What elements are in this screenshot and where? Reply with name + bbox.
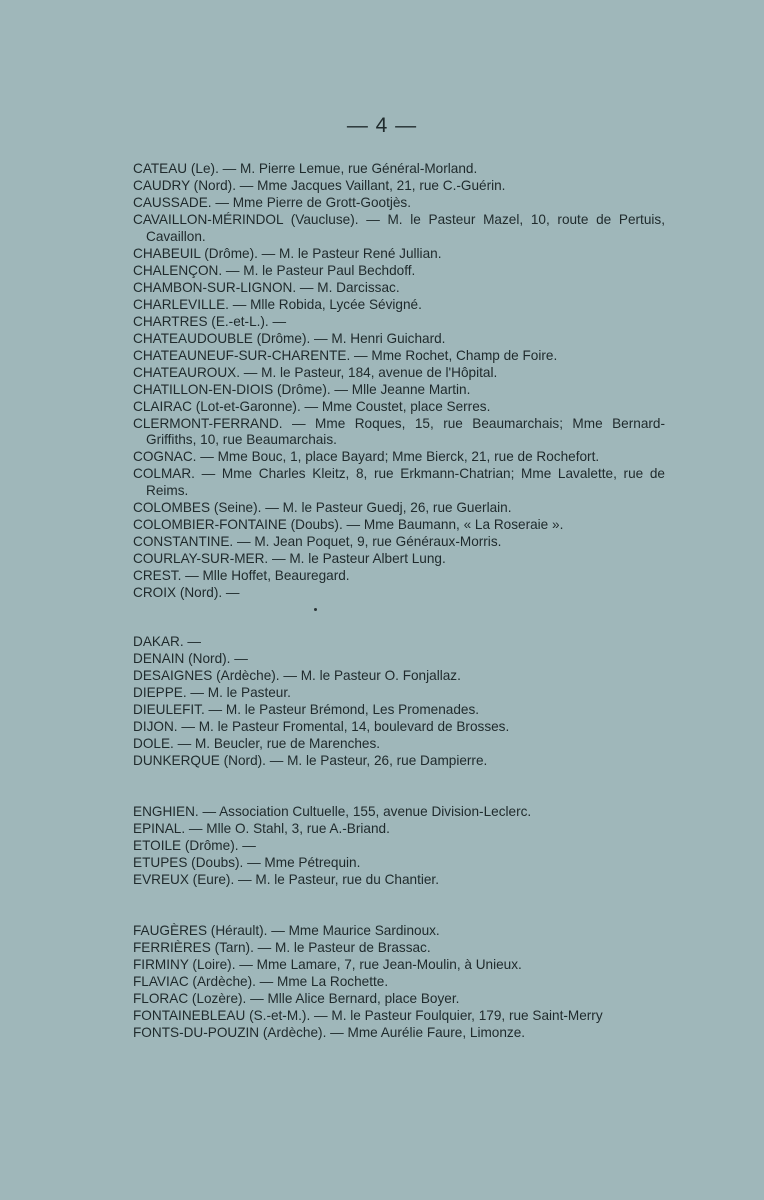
entry: DUNKERQUE (Nord). — M. le Pasteur, 26, rue Dampierre. [133, 752, 488, 768]
entry: DENAIN (Nord). — [133, 650, 248, 666]
entry: FLAVIAC (Ardèche). — Mme La Rochette. [133, 973, 389, 989]
entry: CHATEAUROUX. — M. le Pasteur, 184, avenue de l'Hôpital. [133, 364, 498, 380]
entry: DOLE. — M. Beucler, rue de Marenches. [133, 735, 381, 751]
entry: ETOILE (Drôme). — [133, 837, 256, 853]
entry: CAUDRY (Nord). — Mme Jacques Vaillant, 21, rue C.-Guérin. [133, 178, 506, 193]
entry: CHAMBON-SUR-LIGNON. — M. Darcissac. [133, 279, 400, 295]
entry: FAUGÈRES (Hérault). — Mme Maurice Sardinoux. [133, 922, 440, 938]
entry: CAVAILLON-MÉRINDOL (Vaucluse). — M. le Pasteur Mazel, 10, route de Pertuis, Cavaillon. [133, 212, 665, 244]
entry: CONSTANTINE. — M. Jean Poquet, 9, rue Généraux-Morris. [133, 533, 502, 549]
entry: FONTAINEBLEAU (S.-et-M.). — M. le Pasteur Foulquier, 179, rue Saint-Merry [133, 1007, 603, 1023]
section-d [133, 634, 665, 770]
entry: ETUPES (Doubs). — Mme Pétrequin. [133, 854, 361, 870]
entry: ENGHIEN. — Association Cultuelle, 155, avenue Division-Leclerc. [133, 803, 532, 819]
section-f [133, 923, 665, 1042]
page-number: — 4 — [346, 114, 418, 137]
entry: CLERMONT-FERRAND. — Mme Roques, 15, rue Beaumarchais; Mme Bernard-Griffiths, 10, rue Beaumarchais. [133, 415, 665, 447]
section-e [133, 804, 665, 889]
entry: EVREUX (Eure). — M. le Pasteur, rue du Chantier. [133, 871, 439, 887]
entry: CHABEUIL (Drôme). — M. le Pasteur René Jullian. [133, 245, 442, 261]
entry: CHATEAUDOUBLE (Drôme). — M. Henri Guichard. [133, 330, 446, 346]
entry: COLOMBES (Seine). — M. le Pasteur Guedj, 26, rue Guerlain. [133, 499, 512, 515]
section-c [133, 161, 665, 601]
entry: DAKAR. — [133, 633, 201, 649]
entry: COURLAY-SUR-MER. — M. le Pasteur Albert Lung. [133, 550, 446, 566]
entry: CREST. — Mlle Hoffet, Beauregard. [133, 567, 350, 583]
entry: FIRMINY (Loire). — Mme Lamare, 7, rue Jean-Moulin, à Unieux. [133, 956, 522, 972]
entry: CHATEAUNEUF-SUR-CHARENTE. — Mme Rochet, Champ de Foire. [133, 347, 558, 363]
entry: COGNAC. — Mme Bouc, 1, place Bayard; Mme Bierck, 21, rue de Rochefort. [133, 449, 600, 464]
entry: CHATILLON-EN-DIOIS (Drôme). — Mlle Jeanne Martin. [133, 381, 471, 397]
entry: FERRIÈRES (Tarn). — M. le Pasteur de Brassac. [133, 939, 431, 955]
entry: CHARLEVILLE. — Mlle Robida, Lycée Sévigné. [133, 296, 422, 312]
entry: FLORAC (Lozère). — Mlle Alice Bernard, place Boyer. [133, 990, 460, 1006]
entry: DESAIGNES (Ardèche). — M. le Pasteur O. Fonjallaz. [133, 667, 461, 683]
paper-speck [314, 608, 317, 611]
entry: DIJON. — M. le Pasteur Fromental, 14, boulevard de Brosses. [133, 718, 510, 734]
entry: CHARTRES (E.-et-L.). — [133, 313, 287, 329]
directory-list [133, 161, 665, 1042]
entry: COLOMBIER-FONTAINE (Doubs). — Mme Baumann, « La Roseraie ». [133, 516, 564, 532]
entry: DIEPPE. — M. le Pasteur. [133, 684, 291, 700]
entry: CATEAU (Le). — M. Pierre Lemue, rue Général-Morland. [133, 161, 478, 176]
entry: COLMAR. — Mme Charles Kleitz, 8, rue Erkmann-Chatrian; Mme Lavalette, rue de Reims. [133, 466, 665, 498]
entry: CHALENÇON. — M. le Pasteur Paul Bechdoff. [133, 262, 416, 278]
entry: CLAIRAC (Lot-et-Garonne). — Mme Coustet, place Serres. [133, 398, 491, 414]
entry: CROIX (Nord). — [133, 584, 240, 600]
entry: FONTS-DU-POUZIN (Ardèche). — Mme Aurélie Faure, Limonze. [133, 1024, 526, 1040]
entry: EPINAL. — Mlle O. Stahl, 3, rue A.-Briand. [133, 820, 390, 836]
entry: DIEULEFIT. — M. le Pasteur Brémond, Les Promenades. [133, 701, 480, 717]
entry: CAUSSADE. — Mme Pierre de Grott-Gootjès. [133, 195, 411, 210]
